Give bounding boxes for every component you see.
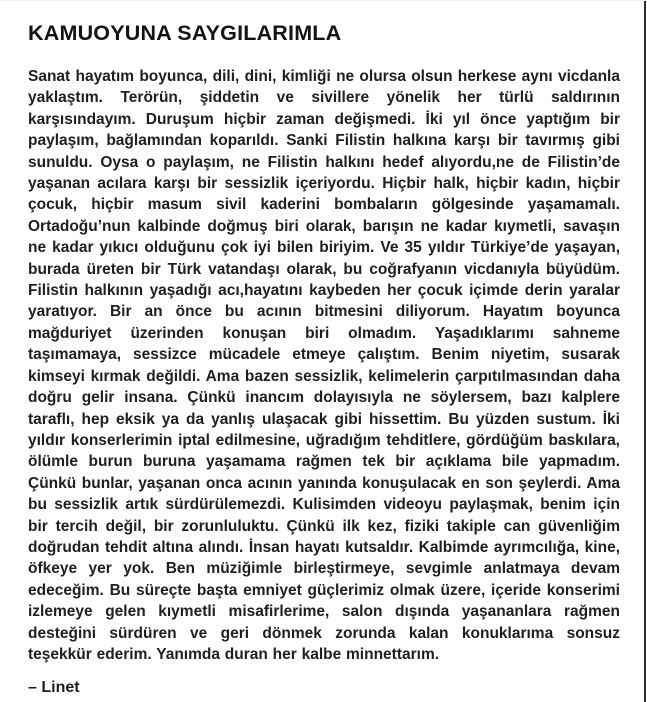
signature: – Linet (28, 679, 80, 697)
body-line: teşekkür ederim. Yanımda duran her kalbe minnettarım. (28, 645, 440, 663)
body-line: Sanat hayatım boyunca, dili, dini, kimliği ne olursa olsun herkese aynı vicdanla (28, 68, 620, 85)
body-line: Çünkü bunlar, yaşanan onca acının yanında konuşulacak en son şeylerdi. Ama (28, 474, 620, 492)
body-line: izlemeye gelen kıymetli misafirlerime, salon dışında yaşananlara rağmen (28, 603, 620, 621)
body-line: paylaşım, bağlamından koparıldı. Sanki Filistin halkına karşı bir tavırmış gibi (28, 132, 620, 150)
body-line: yaratıyor. Bir an önce bu acının bitmesini diliyorum. Hayatım boyunca (28, 303, 620, 321)
body-line: çocuk, hiçbir masum sivil kaderini bombaların gölgesinde yaşamamalı. (28, 196, 620, 214)
body-line: desteğini sürdüren ve geri dönmek zorunda kalan konuklarıma sonsuz (28, 624, 620, 642)
body-line: öfkeye yer yok. Ben müziğimle birleştirmeye, sevgimle anlatmaya devam (28, 560, 620, 578)
right-edge-rule (644, 1, 646, 702)
body-line: edeceğim. Bu süreçte başta emniyet güçlerimiz olmak üzere, içeride konserimi (28, 581, 620, 599)
body-line: bu sessizlik artık sürdürülemezdi. Kulisimden videoyu paylaşmak, benim için (28, 496, 620, 514)
body-line: doğrudan tehdit altına alındı. İnsan hayatı kutsaldır. Kalbimde ayrımcılığa, kine, (28, 538, 620, 556)
body-line: mağduriyet üzerinden konuşan biri olmadım. Yaşadıklarımı sahneme (28, 324, 620, 342)
body-line: ne kadar yıkıcı olduğunu çok iyi bilen biriyim. Ve 35 yıldır Türkiye’de yaşayan, (28, 239, 620, 257)
body-line: sunuldu. Oysa o paylaşım, ne Filistin halkını hedef alıyordu,ne de Filistin’de (28, 153, 620, 171)
body-line: ölümle burun buruna yaşamama rağmen tek bir açıklama bile yapmadım. (28, 453, 620, 471)
page-title: KAMUOYUNA SAYGILARIMLA (28, 21, 342, 45)
body-line: karşısındayım. Duruşum hiçbir zaman değişmedi. İki yıl önce yaptığım bir (28, 110, 620, 128)
body-line: taraflı, hep eksik ya da yanlış ulaşacak gibi hissettim. Bu yüzden sustum. İki (28, 410, 620, 428)
body-line: yıldır konserlerimin iptal edilmesine, uğradığım tehditlere, gördüğüm baskılara, (28, 431, 620, 449)
body-line: doğru gelir insana. Çünkü inancım dolayısıyla ne söylersem, bazı kalplere (28, 389, 620, 407)
body-line: taşımamaya, sessizce mücadele etmeye çalıştım. Benim niyetim, susarak (28, 346, 620, 364)
body-line: Ortadoğu’nun kalbinde doğmuş biri olarak, barışın ne kadar kıymetli, savaşın (28, 217, 620, 235)
body-line: burada üreten bir Türk vatandaşı olarak, bu coğrafyanın vicdanıyla büyüdüm. (28, 260, 620, 278)
body-line: Filistin halkının yaşadığı acı,hayatını kaybeden her çocuk içimde derin yaralar (28, 282, 620, 300)
body-line: yaşanan acılara karşı bir sessizlik içeriyordu. Hiçbir halk, hiçbir kadın, hiçbir (28, 175, 620, 193)
body-line: bir tercih değil, bir zorunluluktu. Çünkü ilk kez, fiziki takiple can güvenliğim (28, 517, 620, 535)
statement-body (28, 66, 620, 665)
body-line: kimseyi kırmak değildi. Ama bazen sessizlik, kelimelerin çarpıtılmasından daha (28, 367, 620, 385)
body-line: yaklaştım. Terörün, şiddetin ve sivillere yönelik her türlü saldırının (28, 89, 620, 107)
